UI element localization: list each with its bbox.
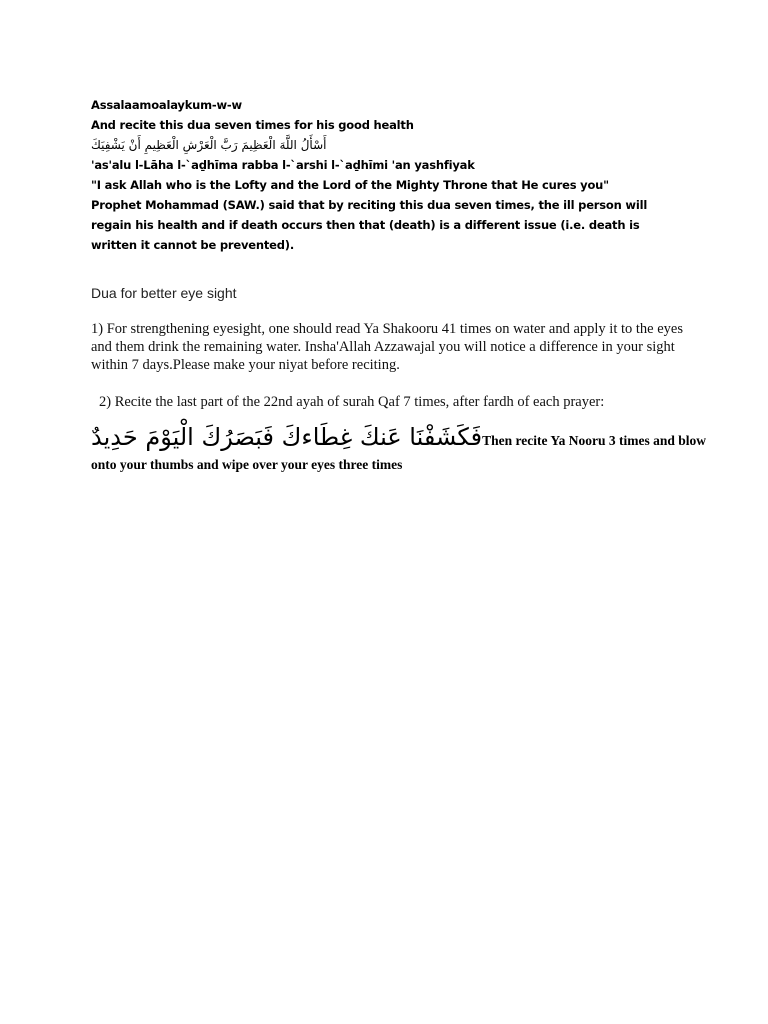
eye-tip-2: 2) Recite the last part of the 22nd ayah of surah Qaf 7 times, after fardh of each prayer: <box>99 394 605 410</box>
quran-verse-arabic: فَكَشَفْنَا عَنكَ غِطَاءكَ فَبَصَرُكَ الْيَوْمَ حَدِيدٌ <box>91 423 483 451</box>
eye-tip-2-continued <box>91 420 711 476</box>
eye-sight-heading: Dua for better eye sight <box>91 285 237 301</box>
health-dua-section <box>91 95 691 255</box>
intro-text: And recite this dua seven times for his good health <box>91 118 414 132</box>
dua-note: Prophet Mohammad (SAW.) said that by reciting this dua seven times, the ill person will regain his health and if death occurs then that (death) is a different issue (i.e. death is written it cannot be prevented). <box>91 198 648 252</box>
eye-tip-1: 1) For strengthening eyesight, one should read Ya Shakooru 41 times on water and apply it to the eyes and them drink the remaining water. Insha'Allah Azzawajal you will notice a difference in your sight within 7 days.Please make your niyat before reciting. <box>91 321 683 373</box>
eye-tip-2-instruction: Then recite Ya Nooru 3 times and blow onto your thumbs and wipe over your eyes three times <box>91 433 706 472</box>
greeting-text: Assalaamoalaykum-w-w <box>91 98 242 112</box>
dua-translation: "I ask Allah who is the Lofty and the Lord of the Mighty Throne that He cures you" <box>91 178 609 192</box>
dua-arabic-text: أَسْأَلُ اللَّهَ الْعَظِيمَ رَبَّ الْعَرْشِ الْعَظِيمِ أَنْ يَشْفِيَكَ <box>91 138 327 152</box>
dua-transliteration: 'as'alu l-Lāha l-`aḏhīma rabba l-`arshi l-`aḏhīmi 'an yashfiyak <box>91 158 475 172</box>
